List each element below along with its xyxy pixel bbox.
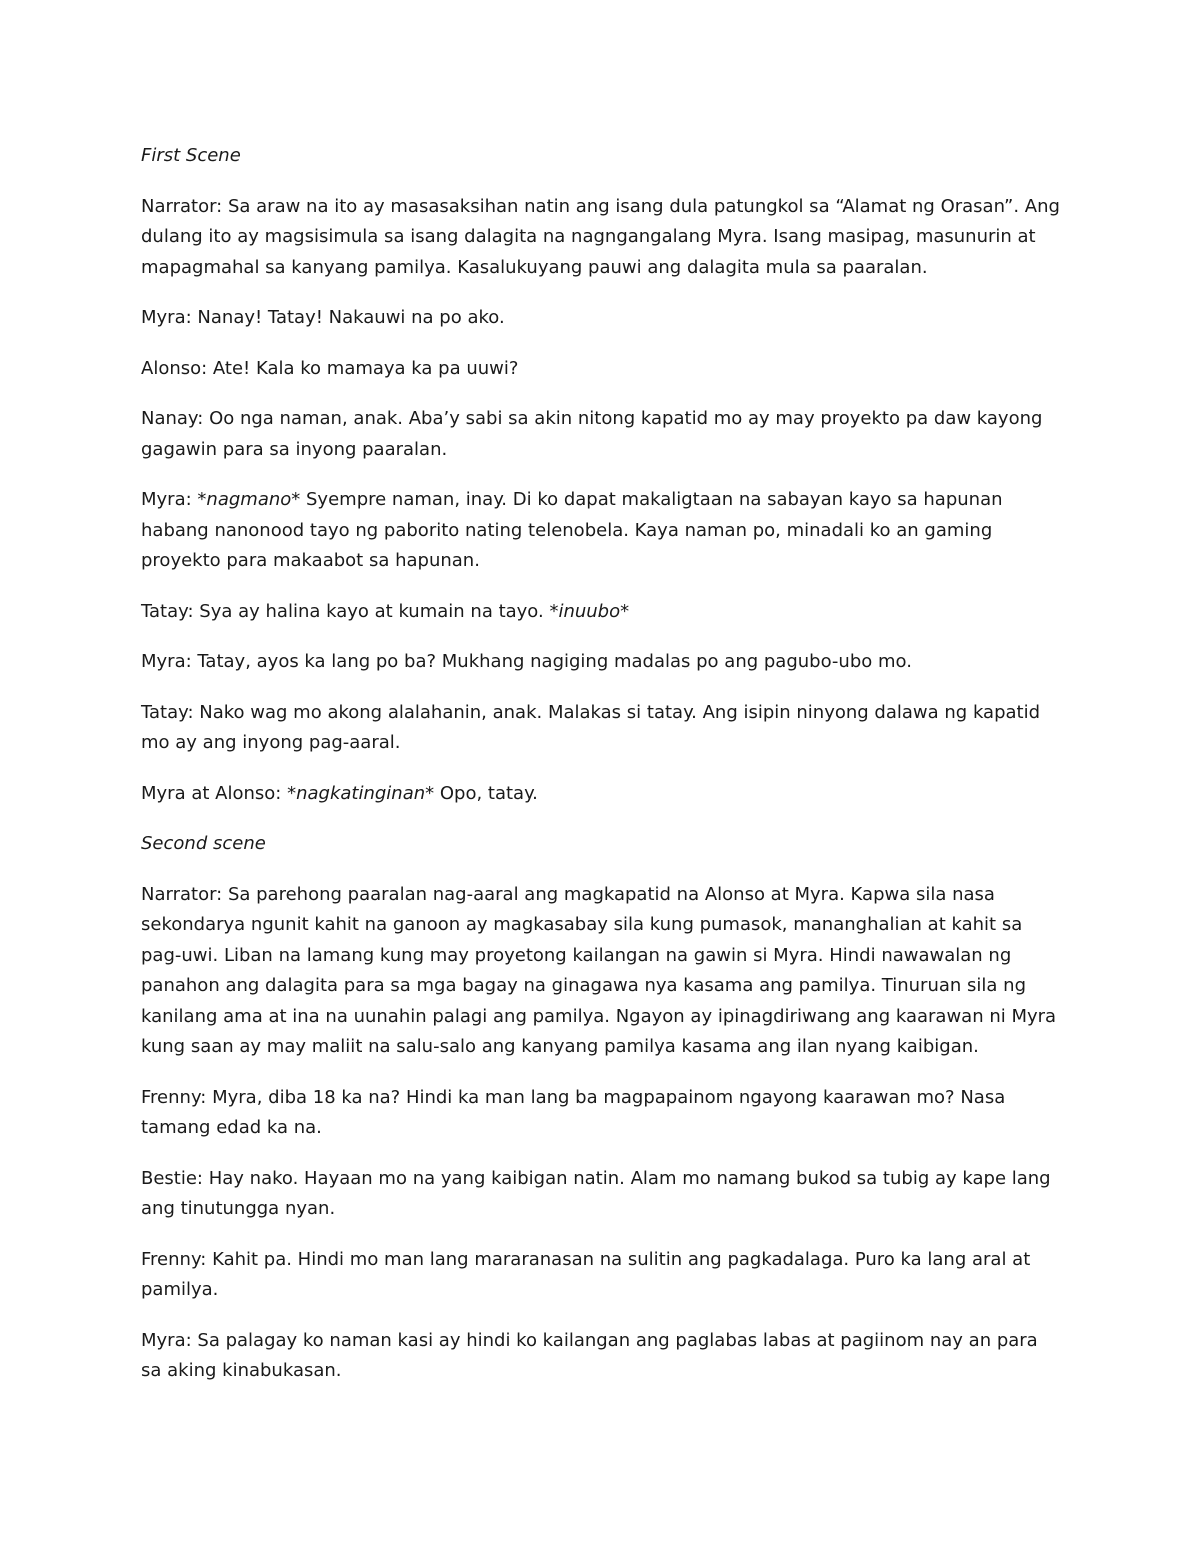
- dialogue-line: [141, 779, 1061, 810]
- dialogue-line: [141, 1164, 1061, 1225]
- scene-heading: First Scene: [141, 145, 241, 166]
- dialogue-text: Kahit pa. Hindi mo man lang mararanasan na sulitin ang pagkadalaga. Puro ka lang aral at pamilya.: [141, 1248, 1031, 1300]
- speaker-name: Narrator:: [141, 195, 223, 217]
- dialogue-line: [141, 647, 1061, 678]
- dialogue-text: * Syempre naman, inay. Di ko dapat makaligtaan na sabayan kayo sa hapunan habang nanonood tayo ng paborito nating telenobela. Kaya naman po, minadali ko an gaming proyekto para makaabot sa hapunan.: [141, 489, 1003, 571]
- speaker-name: Tatay:: [141, 600, 194, 622]
- dialogue-line: [141, 404, 1061, 465]
- speaker-name: Frenny:: [141, 1086, 207, 1108]
- dialogue-text: Sya ay halina kayo at kumain na tayo. *: [193, 600, 559, 622]
- dialogue-text: *: [620, 600, 630, 622]
- speaker-name: Myra at Alonso:: [141, 782, 282, 804]
- dialogue-text: *: [191, 489, 207, 510]
- speaker-name: Tatay:: [141, 701, 194, 723]
- dialogue-text: Nako wag mo akong alalahanin, anak. Malakas si tatay. Ang isipin ninyong dalawa ng kapatid mo ay ang inyong pag-aaral.: [141, 701, 1041, 753]
- speaker-name: Nanay:: [141, 408, 204, 429]
- dialogue-line: [141, 1245, 1061, 1306]
- speaker-name: Alonso:: [141, 357, 208, 379]
- dialogue-line: [141, 698, 1061, 759]
- stage-direction: nagmano: [206, 489, 292, 510]
- dialogue-text: Myra, diba 18 ka na? Hindi ka man lang ba magpapainom ngayong kaarawan mo? Nasa tamang edad ka na.: [141, 1086, 1006, 1138]
- speaker-name: Myra:: [141, 651, 192, 672]
- speaker-name: Myra:: [141, 1329, 192, 1351]
- dialogue-text: Sa araw na ito ay masasaksihan natin ang isang dula patungkol sa “Alamat ng Orasan”. Ang dulang ito ay magsisimula sa isang dalagita na nagngangalang Myra. Isang masipag, masunurin at mapagmahal sa kanyang pamilya. Kasalukuyang pauwi ang dalagita mula sa paaralan.: [141, 195, 1060, 278]
- dialogue-line: [141, 880, 1061, 1063]
- speaker-name: Bestie:: [141, 1167, 203, 1189]
- dialogue-line: [141, 485, 1061, 577]
- dialogue-text: Oo nga naman, anak. Aba’y sabi sa akin nitong kapatid mo ay may proyekto pa daw kayong gagawin para sa inyong paaralan.: [141, 408, 1043, 460]
- dialogue-text: * Opo, tatay.: [425, 782, 538, 804]
- scene-heading: Second scene: [141, 833, 266, 854]
- dialogue-text: Tatay, ayos ka lang po ba? Mukhang nagiging madalas po ang pagubo-ubo mo.: [191, 651, 912, 672]
- stage-direction: inuubo: [558, 600, 621, 622]
- dialogue-text: Sa parehong paaralan nag-aaral ang magkapatid na Alonso at Myra. Kapwa sila nasa sekondarya ngunit kahit na ganoon ay magkasabay sila kung pumasok, mananghalian at kahit sa pag-uwi. Liban na lamang kung may proyetong kailangan na gawin si Myra. Hindi nawawalan ng panahon ang dalagita para sa mga bagay na ginagawa nya kasama ang pamilya. Tinuruan sila ng kanilang ama at ina na uunahin palagi ang pamilya. Ngayon ay ipinagdiriwang ang kaarawan ni Myra kung saan ay may maliit na salu-salo ang kanyang pamilya kasama ang ilan nyang kaibigan.: [141, 883, 1057, 1057]
- dialogue-text: Ate! Kala ko mamaya ka pa uuwi?: [207, 357, 519, 379]
- dialogue-line: [141, 1326, 1061, 1387]
- speaker-name: Myra:: [141, 307, 192, 328]
- dialogue-line: [141, 1083, 1061, 1144]
- document-body: [141, 141, 1061, 1407]
- dialogue-text: Hay nako. Hayaan mo na yang kaibigan natin. Alam mo namang bukod sa tubig ay kape lang ang tinutungga nyan.: [141, 1167, 1051, 1219]
- dialogue-line: [141, 354, 1061, 385]
- dialogue-text: *: [281, 782, 297, 804]
- dialogue-text: Sa palagay ko naman kasi ay hindi ko kailangan ang paglabas labas at pagiinom nay an para sa aking kinabukasan.: [141, 1329, 1038, 1381]
- speaker-name: Myra:: [141, 489, 192, 510]
- dialogue-line: [141, 192, 1061, 284]
- speaker-name: Frenny:: [141, 1248, 207, 1270]
- dialogue-line: [141, 597, 1061, 628]
- dialogue-text: Nanay! Tatay! Nakauwi na po ako.: [191, 307, 505, 328]
- speaker-name: Narrator:: [141, 883, 223, 905]
- dialogue-line: [141, 303, 1061, 334]
- stage-direction: nagkatinginan: [296, 782, 426, 804]
